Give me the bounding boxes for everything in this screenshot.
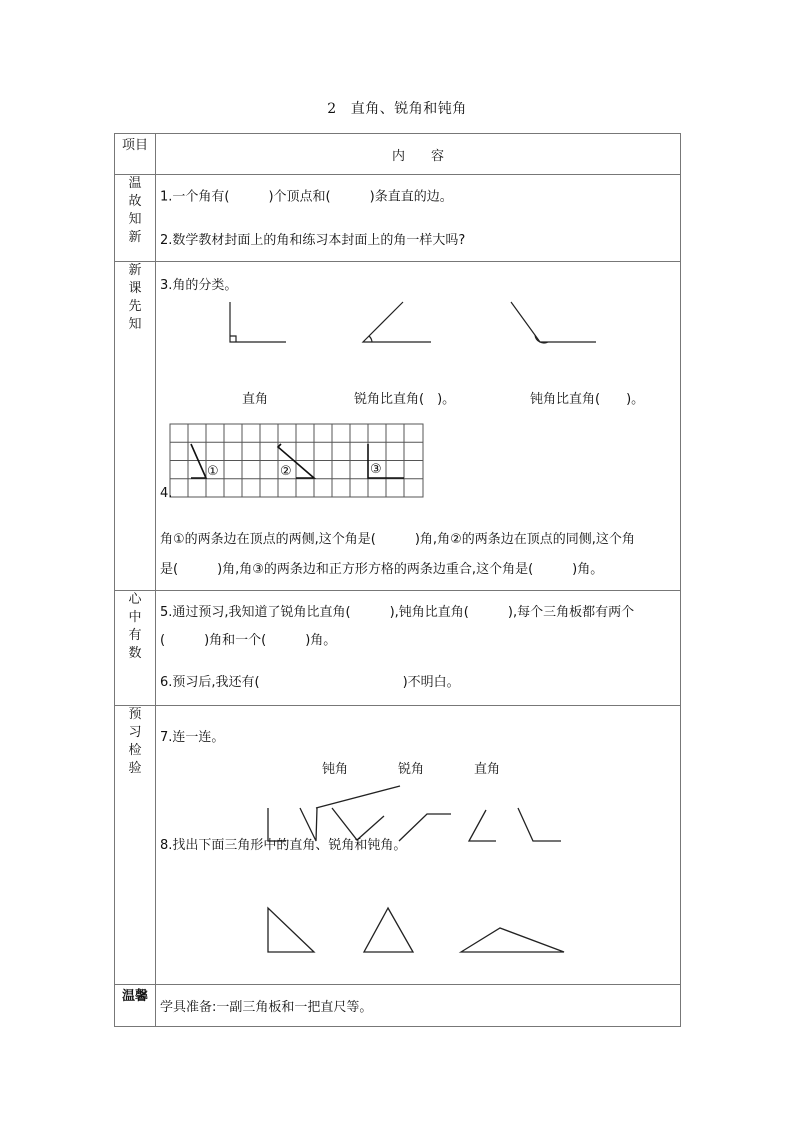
grid-mark-1: ① [207,464,219,479]
section-tip [115,985,681,1027]
question-1: 1.一个角有( )个顶点和( )条直直的边。 [160,189,453,205]
question-3: 3.角的分类。 [160,278,238,293]
question-2: 2.数学教材封面上的角和练习本封面上的角一样大吗? [160,233,466,248]
caption-acute-angle: 锐角比直角( )。 [354,392,456,407]
caption-right-angle: 直角 [242,392,269,407]
question-5-line-1: 5.通过预习,我知道了锐角比直角( ),钝角比直角( ),每个三角板都有两个 [160,605,635,620]
question-7: 7.连一连。 [160,730,225,745]
summary-label: 心中有数 [128,592,142,661]
new-lesson-label: 新课先知 [128,263,142,332]
tip-content [156,985,681,1027]
review-content [156,175,681,262]
match-shape-6 [518,808,561,841]
check-label-cell [115,706,156,985]
match-label-acute: 锐角 [398,762,425,777]
new-lesson-label-cell [115,262,156,591]
section-new-lesson [115,262,681,591]
grid-figure [170,424,430,504]
acute-angle-shape [363,302,431,342]
triangle-acute [364,908,413,952]
match-shape-5 [469,810,496,841]
new-lesson-content [156,262,681,591]
question-8: 8.找出下面三角形中的直角、锐角和钝角。 [160,838,407,853]
question-4-number: 4. [160,486,173,501]
header-row [115,134,681,175]
header-item: 项目 [121,138,148,153]
header-content-cell [156,134,681,175]
page-title [0,98,794,118]
question-4-line-1: 角①的两条边在顶点的两侧,这个角是( )角,角②的两条边在顶点的同侧,这个角 [160,532,635,547]
header-item-cell [115,134,156,175]
triangle-obtuse [461,928,564,952]
acute-angle-arc [369,336,372,342]
section-summary [115,591,681,706]
section-review [115,175,681,262]
check-content [156,706,681,985]
match-label-right: 直角 [474,762,501,777]
question-5-line-2: ( )角和一个( )角。 [160,633,337,648]
summary-label-cell [115,591,156,706]
angle-types-figure [156,302,636,362]
obtuse-angle-shape [511,302,596,342]
check-label: 预习检验 [128,707,142,776]
question-4-line-2: 是( )角,角③的两条边和正方形方格的两条边重合,这个角是( )角。 [160,562,604,577]
grid-mark-2: ② [280,464,292,479]
triangles-figure [156,894,576,954]
lesson-number: 2 [327,101,337,117]
right-angle-shape [230,302,286,342]
review-label: 温故知新 [128,176,142,245]
grid-mark-3: ③ [370,462,382,477]
tip-label-cell [115,985,156,1027]
question-6: 6.预习后,我还有( )不明白。 [160,675,460,690]
section-check [115,706,681,985]
tip-text: 学具准备:一副三角板和一把直尺等。 [160,1000,373,1015]
review-label-cell [115,175,156,262]
grid-lines [170,424,423,497]
lesson-title: 直角、锐角和钝角 [350,101,467,117]
right-angle-marker [230,336,236,342]
triangle-right [268,908,314,952]
worksheet-table [114,133,681,1027]
tip-label: 温馨 [121,989,148,1004]
match-shape-4 [399,814,451,841]
match-label-obtuse: 钝角 [322,762,349,777]
summary-content [156,591,681,706]
match-connector-line [316,786,400,808]
header-content: 内 容 [391,148,444,164]
caption-obtuse-angle: 钝角比直角( )。 [530,392,645,407]
